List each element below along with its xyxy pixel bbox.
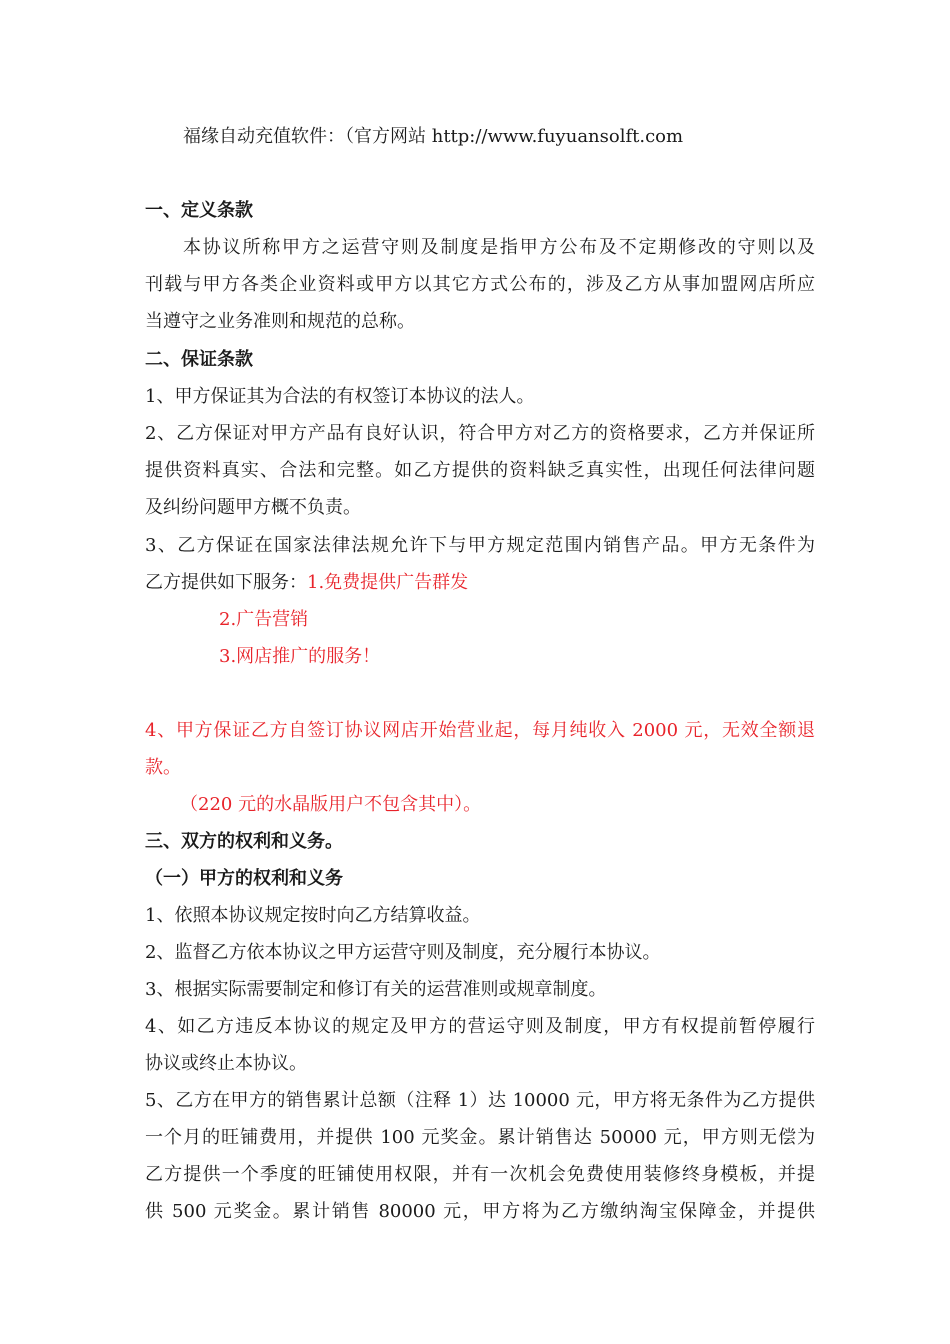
s2-item-4-line-1: 4、甲方保证乙方自签订协议网店开始营业起，每月纯收入 2000 元，无效全额退 — [145, 720, 815, 741]
header-line: 福缘自动充值软件：（官方网站 http://www.fuyuansolft.com — [183, 126, 684, 147]
s3-item-5-line-4: 供 500 元奖金。累计销售 80000 元，甲方将为乙方缴纳淘宝保障金，并提供 — [145, 1201, 815, 1222]
service-3: 3.网店推广的服务！ — [219, 646, 381, 667]
s3-item-1: 1、依照本协议规定按时向乙方结算收益。 — [145, 905, 481, 926]
s1-para-line-2: 刊载与甲方各类企业资料或甲方以其它方式公布的，涉及乙方从事加盟网店所应 — [145, 274, 815, 295]
s2-item-4-note: （220 元的水晶版用户不包含其中）。 — [180, 794, 482, 815]
s2-item-3-line-2 — [145, 570, 815, 596]
s3-item-5-line-1: 5、乙方在甲方的销售累计总额（注释 1）达 10000 元，甲方将无条件为乙方提供 — [145, 1090, 815, 1111]
s2-item-3-services-intro: 乙方提供如下服务： — [145, 572, 307, 593]
s3-subheading-party-a: （一）甲方的权利和义务 — [145, 868, 343, 889]
s2-item-2-line-3: 及纠纷问题甲方概不负责。 — [145, 497, 361, 518]
section-3-heading: 三、双方的权利和义务。 — [145, 831, 343, 852]
s3-item-4-line-1: 4、如乙方违反本协议的规定及甲方的营运守则及制度，甲方有权提前暂停履行 — [145, 1016, 815, 1037]
section-2-heading: 二、保证条款 — [145, 349, 253, 370]
section-1-heading: 一、定义条款 — [145, 200, 253, 221]
service-1: 1.免费提供广告群发 — [307, 572, 469, 593]
s2-item-2-line-1: 2、乙方保证对甲方产品有良好认识，符合甲方对乙方的资格要求，乙方并保证所 — [145, 423, 815, 444]
s3-item-3: 3、根据实际需要制定和修订有关的运营准则或规章制度。 — [145, 979, 607, 1000]
s3-item-2: 2、监督乙方依本协议之甲方运营守则及制度，充分履行本协议。 — [145, 942, 661, 963]
s2-item-3-line-1: 3、乙方保证在国家法律法规允许下与甲方规定范围内销售产品。甲方无条件为 — [145, 535, 815, 556]
s2-item-1: 1、甲方保证其为合法的有权签订本协议的法人。 — [145, 386, 535, 407]
s3-item-5-line-2: 一个月的旺铺费用，并提供 100 元奖金。累计销售达 50000 元，甲方则无偿为 — [145, 1127, 815, 1148]
s2-item-2-line-2: 提供资料真实、合法和完整。如乙方提供的资料缺乏真实性，出现任何法律问题 — [145, 460, 815, 481]
s3-item-4-line-2: 协议或终止本协议。 — [145, 1053, 307, 1074]
service-2: 2.广告营销 — [219, 609, 309, 630]
s2-item-4-line-2: 款。 — [145, 757, 181, 778]
s1-para-line-3: 当遵守之业务准则和规范的总称。 — [145, 311, 415, 332]
s3-item-5-line-3: 乙方提供一个季度的旺铺使用权限，并有一次机会免费使用装修终身模板，并提 — [145, 1164, 815, 1185]
s1-para-line-1: 本协议所称甲方之运营守则及制度是指甲方公布及不定期修改的守则以及 — [183, 237, 815, 258]
